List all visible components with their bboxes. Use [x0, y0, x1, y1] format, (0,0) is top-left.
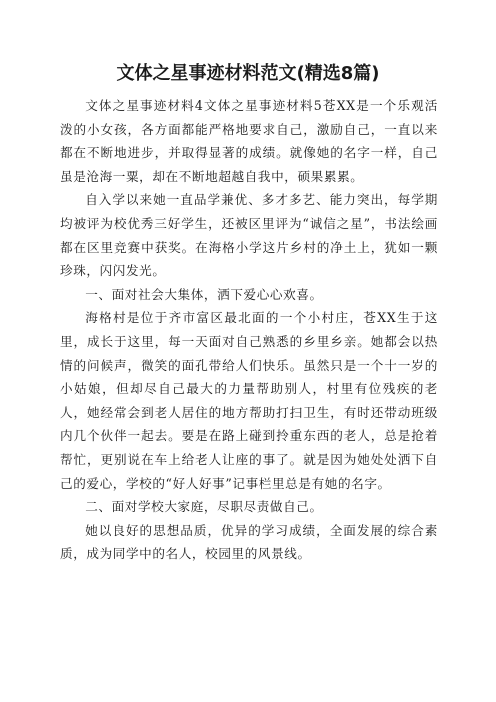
paragraph-intro: 文体之星事迹材料4文体之星事迹材料5苍XX是一个乐观活泼的小女孩，各方面都能严格地要求自己，激励自己，一直以来都在不断地进步，并取得显著的成绩。就像她的名字一样，自己虽是沧海一粟，却在不断地超越自我中，硕果累累。 [60, 98, 438, 184]
section-heading-school: 二、面对学校大家庭，尽职尽责做自己。 [85, 499, 323, 515]
document-title: 文体之星事迹材料范文(精选8篇) [116, 63, 380, 84]
paragraph-achievements: 自入学以来她一直品学兼优、多才多艺、能力突出，每学期均被评为校优秀三好学生，还被区里评为“诚信之星”，书法绘画都在区里竞赛中获奖。在海格小学这片乡村的净土上，犹如一颗珍珠，闪闪发光。 [60, 192, 438, 279]
paragraph-school: 她以良好的思想品质，优异的学习成绩，全面发展的综合素质，成为同学中的名人，校园里的风景线。 [60, 522, 438, 562]
document-body [60, 94, 438, 566]
paragraph-society: 海格村是位于齐市富区最北面的一个小村庄，苍XX生于这里，成长于这里，每一天面对自己熟悉的乡里乡亲。她都会以热情的问候声，微笑的面孔带给人们快乐。虽然只是一个十一岁的小姑娘，但却尽自己最大的力量帮助别人，村里有位残疾的老人，她经常会到老人居住的地方帮助打扫卫生，有时还带动班级内几个伙伴一起去。要是在路上碰到拎重东西的老人，总是抢着帮忙，更别说在车上给老人让座的事了。就是因为她处处洒下自己的爱心，学校的“好人好事”记事栏里总是有她的名字。 [60, 310, 438, 491]
section-heading-society: 一、面对社会大集体，洒下爱心心欢喜。 [85, 286, 323, 302]
